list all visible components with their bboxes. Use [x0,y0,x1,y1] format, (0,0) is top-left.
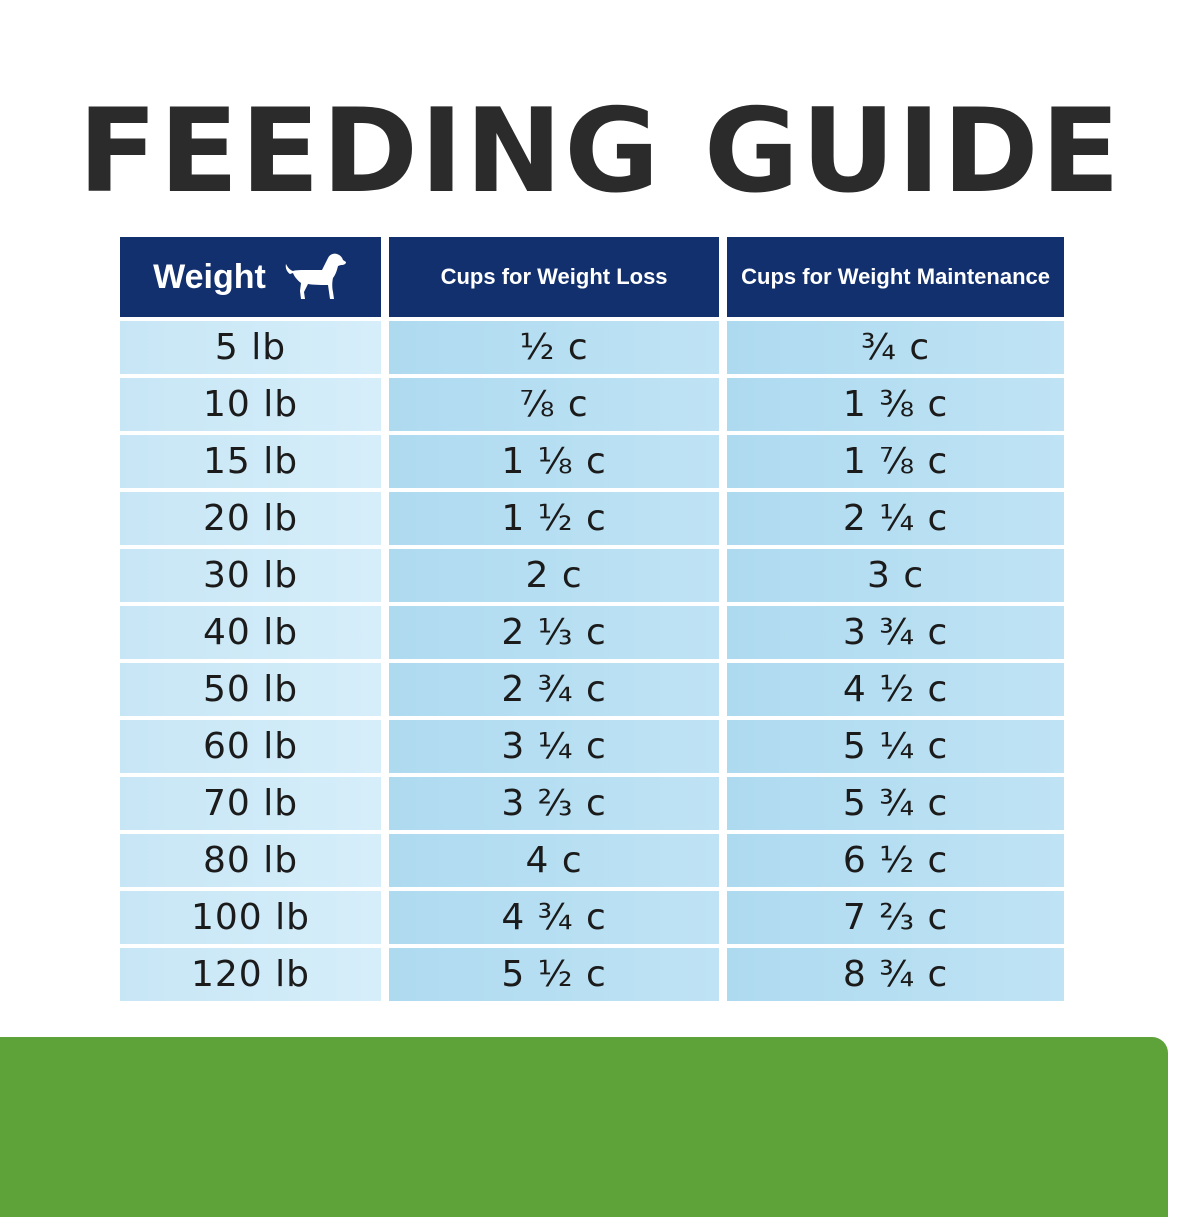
weight-cell: 10 lb [120,378,381,431]
table-row [120,663,1064,716]
weight-loss-cups-cell: ½ c [389,321,719,374]
weight-loss-cups-cell: 5 ½ c [389,948,719,1001]
weight-maintenance-cups-cell: 7 ⅔ c [727,891,1064,944]
weight-cell: 70 lb [120,777,381,830]
table-row [120,549,1064,602]
weight-loss-cups-cell: 1 ½ c [389,492,719,545]
table-row [120,777,1064,830]
table-body [120,321,1064,1001]
weight-loss-cups-cell: 3 ¼ c [389,720,719,773]
page-title: FEEDING GUIDE [78,84,1122,219]
table-row [120,378,1064,431]
weight-maintenance-cups-cell: ¾ c [727,321,1064,374]
weight-header-label: Weight [153,257,266,296]
weight-maintenance-cups-cell: 4 ½ c [727,663,1064,716]
weight-cell: 60 lb [120,720,381,773]
table-row [120,321,1064,374]
weight-cell: 30 lb [120,549,381,602]
table-row [120,948,1064,1001]
weight-loss-cups-cell: 3 ⅔ c [389,777,719,830]
table-row [120,720,1064,773]
table-row [120,492,1064,545]
weight-maintenance-cups-cell: 6 ½ c [727,834,1064,887]
weight-maintenance-cups-cell: 2 ¼ c [727,492,1064,545]
weight-maintenance-cups-cell: 8 ¾ c [727,948,1064,1001]
header-row [120,237,1064,317]
column-header-weight [120,237,381,317]
weight-cell: 80 lb [120,834,381,887]
weight-loss-cups-cell: 2 ¾ c [389,663,719,716]
weight-cell: 5 lb [120,321,381,374]
weight-cell: 120 lb [120,948,381,1001]
weight-loss-cups-cell: 1 ⅛ c [389,435,719,488]
weight-cell: 40 lb [120,606,381,659]
weight-maintenance-cups-cell: 5 ¼ c [727,720,1064,773]
weight-header-content [153,252,348,302]
weight-loss-cups-cell: 2 ⅓ c [389,606,719,659]
weight-maintenance-cups-cell: 5 ¾ c [727,777,1064,830]
weight-loss-cups-cell: ⅞ c [389,378,719,431]
dog-icon [284,252,348,302]
weight-maintenance-cups-cell: 1 ⅞ c [727,435,1064,488]
table-row [120,891,1064,944]
green-panel [0,1037,1168,1217]
table-row [120,606,1064,659]
weight-loss-cups-cell: 4 ¾ c [389,891,719,944]
weight-maintenance-cups-cell: 3 c [727,549,1064,602]
weight-loss-cups-cell: 2 c [389,549,719,602]
weight-cell: 20 lb [120,492,381,545]
table-header [120,237,1064,317]
weight-maintenance-cups-cell: 3 ¾ c [727,606,1064,659]
weight-loss-cups-cell: 4 c [389,834,719,887]
weight-cell: 15 lb [120,435,381,488]
column-header-weight-loss: Cups for Weight Loss [389,237,719,317]
weight-cell: 100 lb [120,891,381,944]
table-row [120,435,1064,488]
table-row [120,834,1064,887]
column-header-weight-maintenance: Cups for Weight Maintenance [727,237,1064,317]
weight-cell: 50 lb [120,663,381,716]
feeding-guide-table [112,233,1072,1005]
weight-maintenance-cups-cell: 1 ⅜ c [727,378,1064,431]
